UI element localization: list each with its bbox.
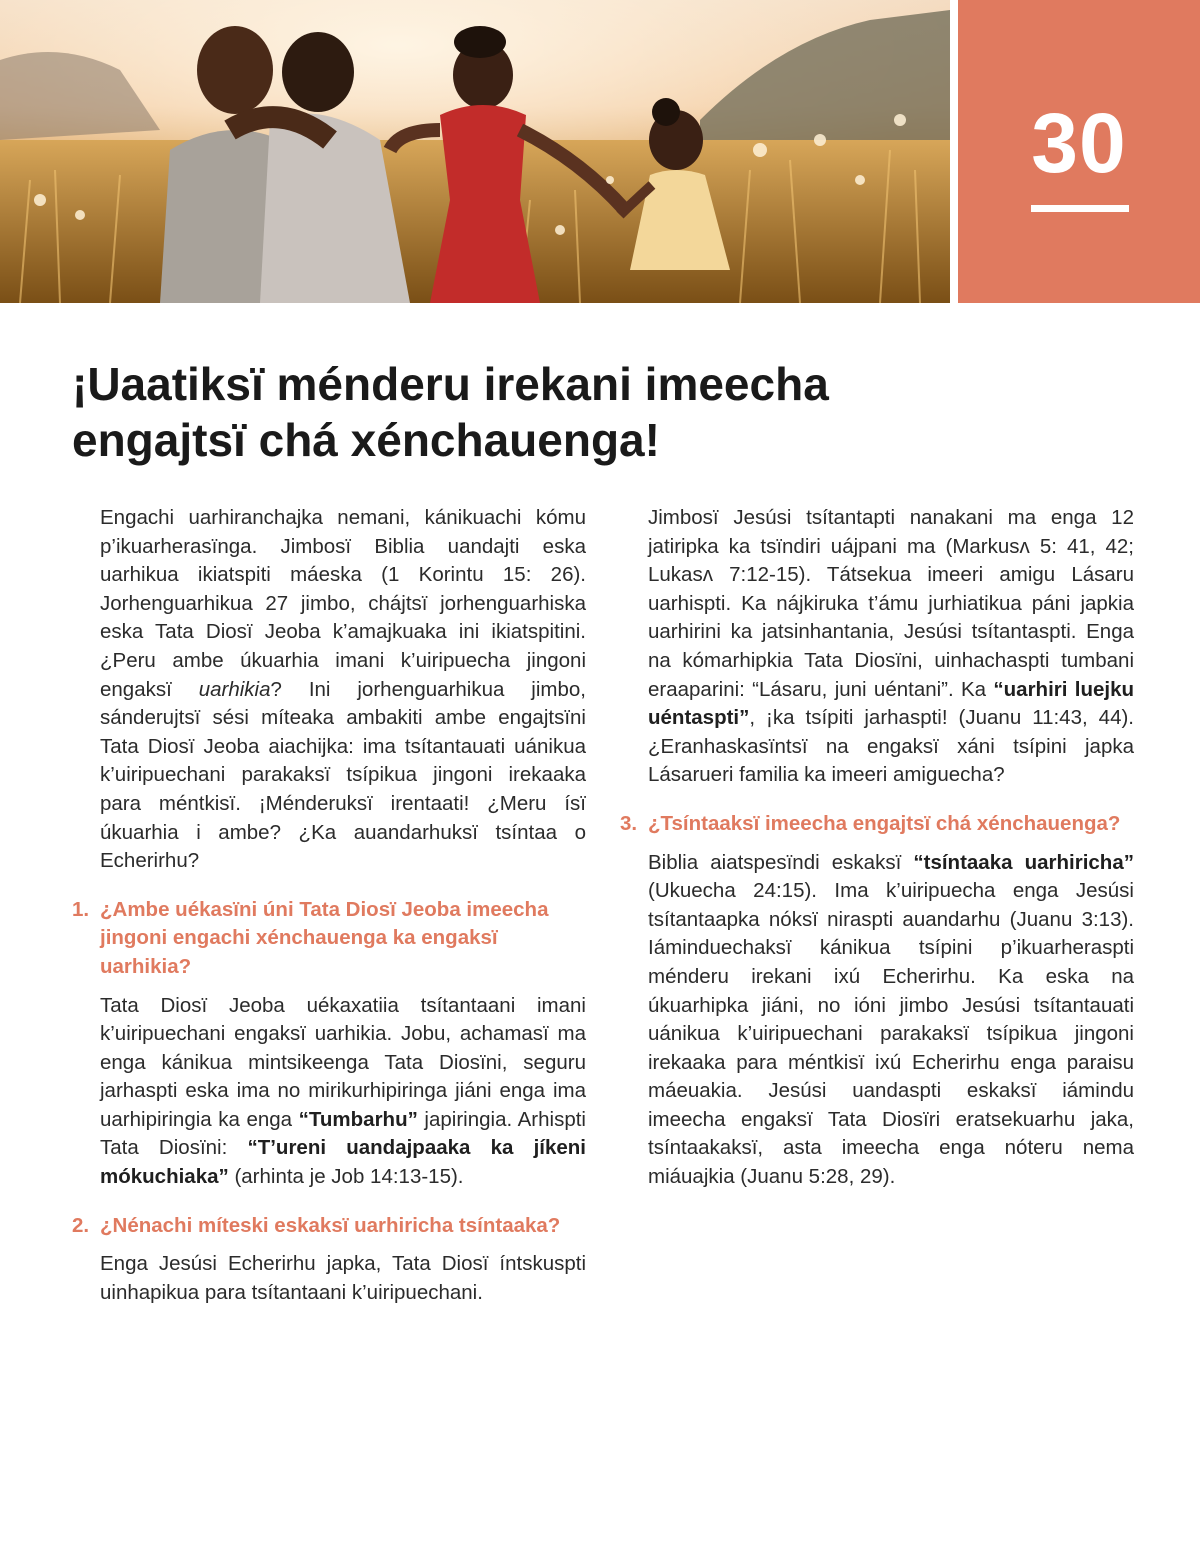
question-3 (620, 810, 1134, 839)
right-column (620, 504, 1134, 1212)
page-title-line-2: engajtsï chá xénchauenga! (72, 414, 660, 466)
answer-2-bold: “uarhiri luejku uéntaspti” (648, 677, 1134, 730)
intro-text-b: ? Ini jorhenguarhikua jimbo, sánderujtsï sési míteaka ambakiti ambe engajtsïni Tata Diosï Jeoba aiachijka: ima tsítantauati uánikua k’uiripuechani parakaksï tsípikua jingoni irekaaka para méntkisï. ¡Ménderuksï irentaati! ¿Meru ísï úkuarhia i ambe? ¿Ka auandarhuksï tsíntaa o Echerirhu? (100, 677, 586, 873)
intro-paragraph (100, 504, 586, 876)
answer-3-paragraph (648, 849, 1134, 1192)
answer-2-paragraph-start: Enga Jesúsi Echerirhu japka, Tata Diosï íntskuspti uinhapikua para tsítantaani k’uiripuechani. (100, 1252, 586, 1304)
lesson-number-panel (958, 0, 1200, 303)
answer-1-text-b: japiringia. Arhispti Tata Diosïni: (100, 1107, 586, 1160)
hero-photo (0, 0, 950, 303)
intro-text-a: Engachi uarhiranchajka nemani, kánikuachi kómu p’ikuarherasïnga. Jimbosï Biblia uandajti eska uarhikua ikiatspiti máeska (1 Korintu 15: 26). Jorhenguarhikua 27 jimbo, chájtsï jorhenguarhiska eska Tata Diosï Jeoba k’amajkuaka ini ikiatspitini. ¿Peru ambe úkuarhia imani k’uiripuecha jingoni engaksï (100, 506, 586, 701)
answer-2-text-a: Jimbosï Jesúsi tsítantapti nanakani ma enga 12 jatiripka ka tsïndiri uájpani ma (Markusʌ 5: 41, 42; Lukasʌ 7:12-15). Tátsekua imeeri amigu Lásaru uarhispti. Ka nájkiruka t’ámu jurhiatikua páni japkia uarhirini ka jatsinhantania, Jesúsi tsítantaspti. Enga na kómarhipkia Tata Diosïni, uinhachaspti tumbani eraaparini: “Lásaru, juni uéntani”. Ka (648, 506, 1134, 701)
question-2 (72, 1212, 586, 1241)
answer-1-text-a: Tata Diosï Jeoba uékaxatiia tsítantaani imani k’uiripuechani engaksï uarhikia. Jobu, achamasï ma enga kánikua mintsikeenga Tata Diosïni, seguru jarhaspti eska ima no mirikurhipiringa jiáni enga ima uarhipiringia ka enga (100, 993, 586, 1131)
question-3-text: ¿Tsíntaaksï imeecha engajtsï chá xénchauenga? (648, 811, 1121, 835)
left-column (72, 504, 586, 1327)
answer-1-paragraph (100, 992, 586, 1192)
answer-3-text-a: Biblia aiatspesïndi eskaksï (648, 850, 914, 874)
intro-emphasis: uarhikia (198, 677, 271, 701)
lesson-number-underline (1031, 205, 1129, 212)
question-1-text: ¿Ambe uékasïni úni Tata Diosï Jeoba imeecha jingoni engachi xénchauenga ka engaksï uarhikia? (100, 897, 549, 978)
question-2-text: ¿Nénachi míteski eskaksï uarhiricha tsíntaaka? (100, 1213, 561, 1237)
answer-2-text-b: , ¡ka tsípiti jarhaspti! (Juanu 11:43, 44). ¿Eranhaskasïntsï na engaksï xáni tsípini japka Lásarueri familia ka imeeri amiguecha? (648, 706, 1134, 787)
hero-illustration (0, 0, 950, 303)
question-1-number: 1. (72, 897, 90, 921)
page-title-line-1: ¡Uaatiksï ménderu irekani imeecha (72, 358, 829, 410)
answer-1-bold-b: “T’ureni uandajpaaka ka jíkeni mókuchiaka” (100, 1136, 586, 1189)
question-3-number: 3. (620, 811, 638, 835)
answer-2-paragraph-continued (648, 504, 1134, 790)
answer-1-text-c: (arhinta je Job 14:13-15). (228, 1165, 464, 1189)
page-title (72, 356, 972, 468)
answer-3-bold: “tsíntaaka uarhiricha” (913, 850, 1134, 874)
lesson-number: 30 (1031, 96, 1127, 190)
question-1 (72, 896, 586, 982)
question-2-number: 2. (72, 1213, 90, 1237)
answer-3-text-b: (Ukuecha 24:15). Ima k’uiripuecha enga Jesúsi tsítantaapka nóksï niraspti auandarhu (Juanu 3:13). Iáminduechaksï kánikua tsípini p’ikuarheraspti ménderu irekani ixú Echerirhu. Ka eska na úkuarhipka jiáni, no ióni jimbo Jesúsi tsítantauati uánikua k’uiripuechani parakaksï tsípikua jingoni irekaaka para méntkisï ixú Echerirhu enga paraisu máeuakia. Jesúsi uandaspti eskaksï iámindu imeecha engaksï Tata Diosïri eratsekuarhu jaka, tsíntaakaksï, asta imeecha enga nóteru nema miáuajkia (Juanu 5:28, 29). (648, 879, 1134, 1189)
answer-1-bold-a: “Tumbarhu” (298, 1107, 418, 1131)
